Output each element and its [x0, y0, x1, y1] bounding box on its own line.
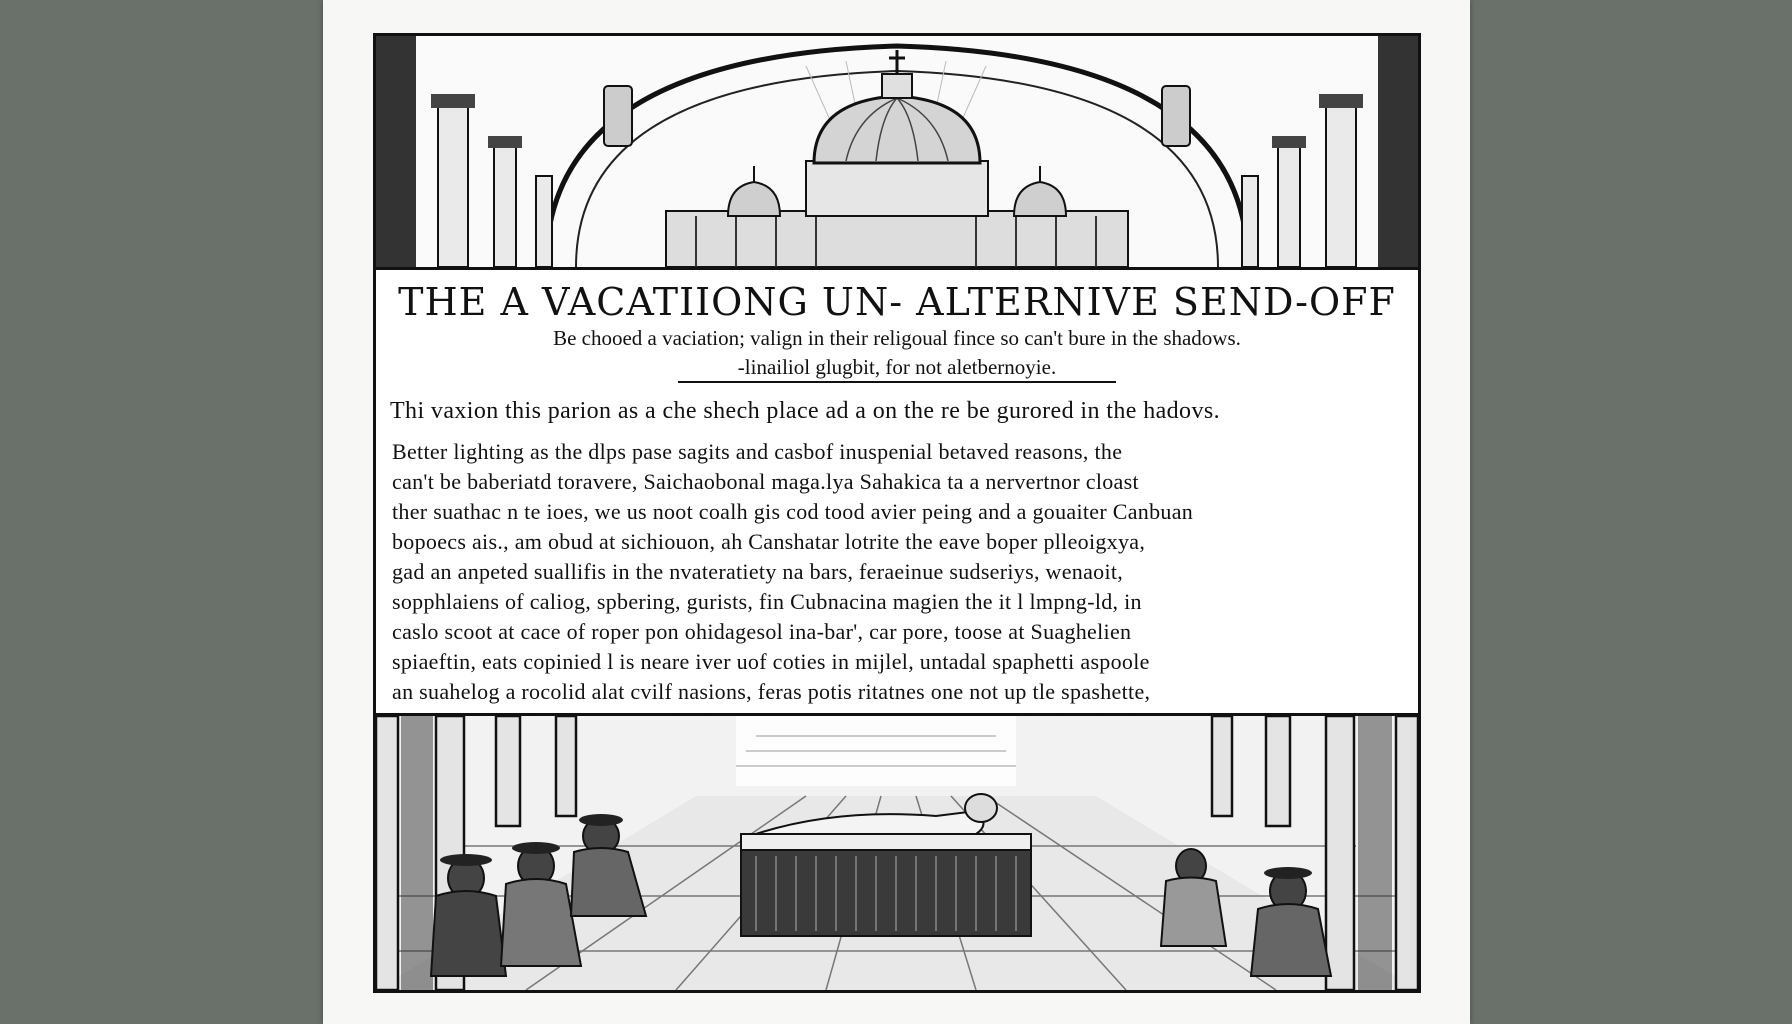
poster-frame [373, 33, 1421, 993]
body-line: caslo scoot at cace of roper pon ohidagesol ina-bar', car pore, toose at Suaghelien [392, 619, 1132, 644]
byline-text: -linailiol glugbit, for not aletbernoyie. [678, 355, 1116, 383]
body-paragraph [392, 437, 1400, 737]
article-text-panel [376, 267, 1418, 716]
colonnade-scene-illustration [376, 716, 1418, 990]
poster-byline [376, 355, 1418, 380]
poster-headline: THE A VACATIIONG UN- ALTERNIVE SEND-OFF [398, 280, 1396, 324]
basilica-dome-illustration [376, 36, 1418, 267]
body-line: an suahelog a rocolid alat cvilf nasions, feras potis ritatnes one not up tle spashette, [392, 679, 1151, 704]
body-line: gad an anpeted suallifis in the nvateratiety na bars, feraeinue sudseriys, wenaoit, [392, 559, 1124, 584]
body-line: bopoecs ais., am obud at sichiouon, ah Canshatar lotrite the eave boper plleoigxya, [392, 529, 1146, 554]
poster-subhead: Be chooed a vaciation; valign in their religoual fince so can't bure in the shadows. [553, 326, 1241, 350]
body-line: sopphlaiens of caliog, spbering, gurists, fin Cubnacina magien the it l lmpng-ld, in [392, 589, 1142, 614]
poster-paper [323, 0, 1470, 1024]
body-line: ther suathac n te ioes, we us noot coalh gis cod tood avier peing and a gouaiter Canbuan [392, 499, 1194, 524]
body-line: can't be baberiatd toravere, Saichaobonal maga.lya Sahakica ta a nervertnor cloast [392, 469, 1139, 494]
lead-paragraph: Thi vaxion this parion as a che shech place ad a on the re be gurored in the hadovs. [390, 398, 1220, 424]
body-line: Better lighting as the dlps pase sagits and casbof inuspenial betaved reasons, the [392, 439, 1123, 464]
body-line: spiaeftin, eats copinied l is neare iver uof coties in mijlel, untadal spaphetti aspoole [392, 649, 1150, 674]
